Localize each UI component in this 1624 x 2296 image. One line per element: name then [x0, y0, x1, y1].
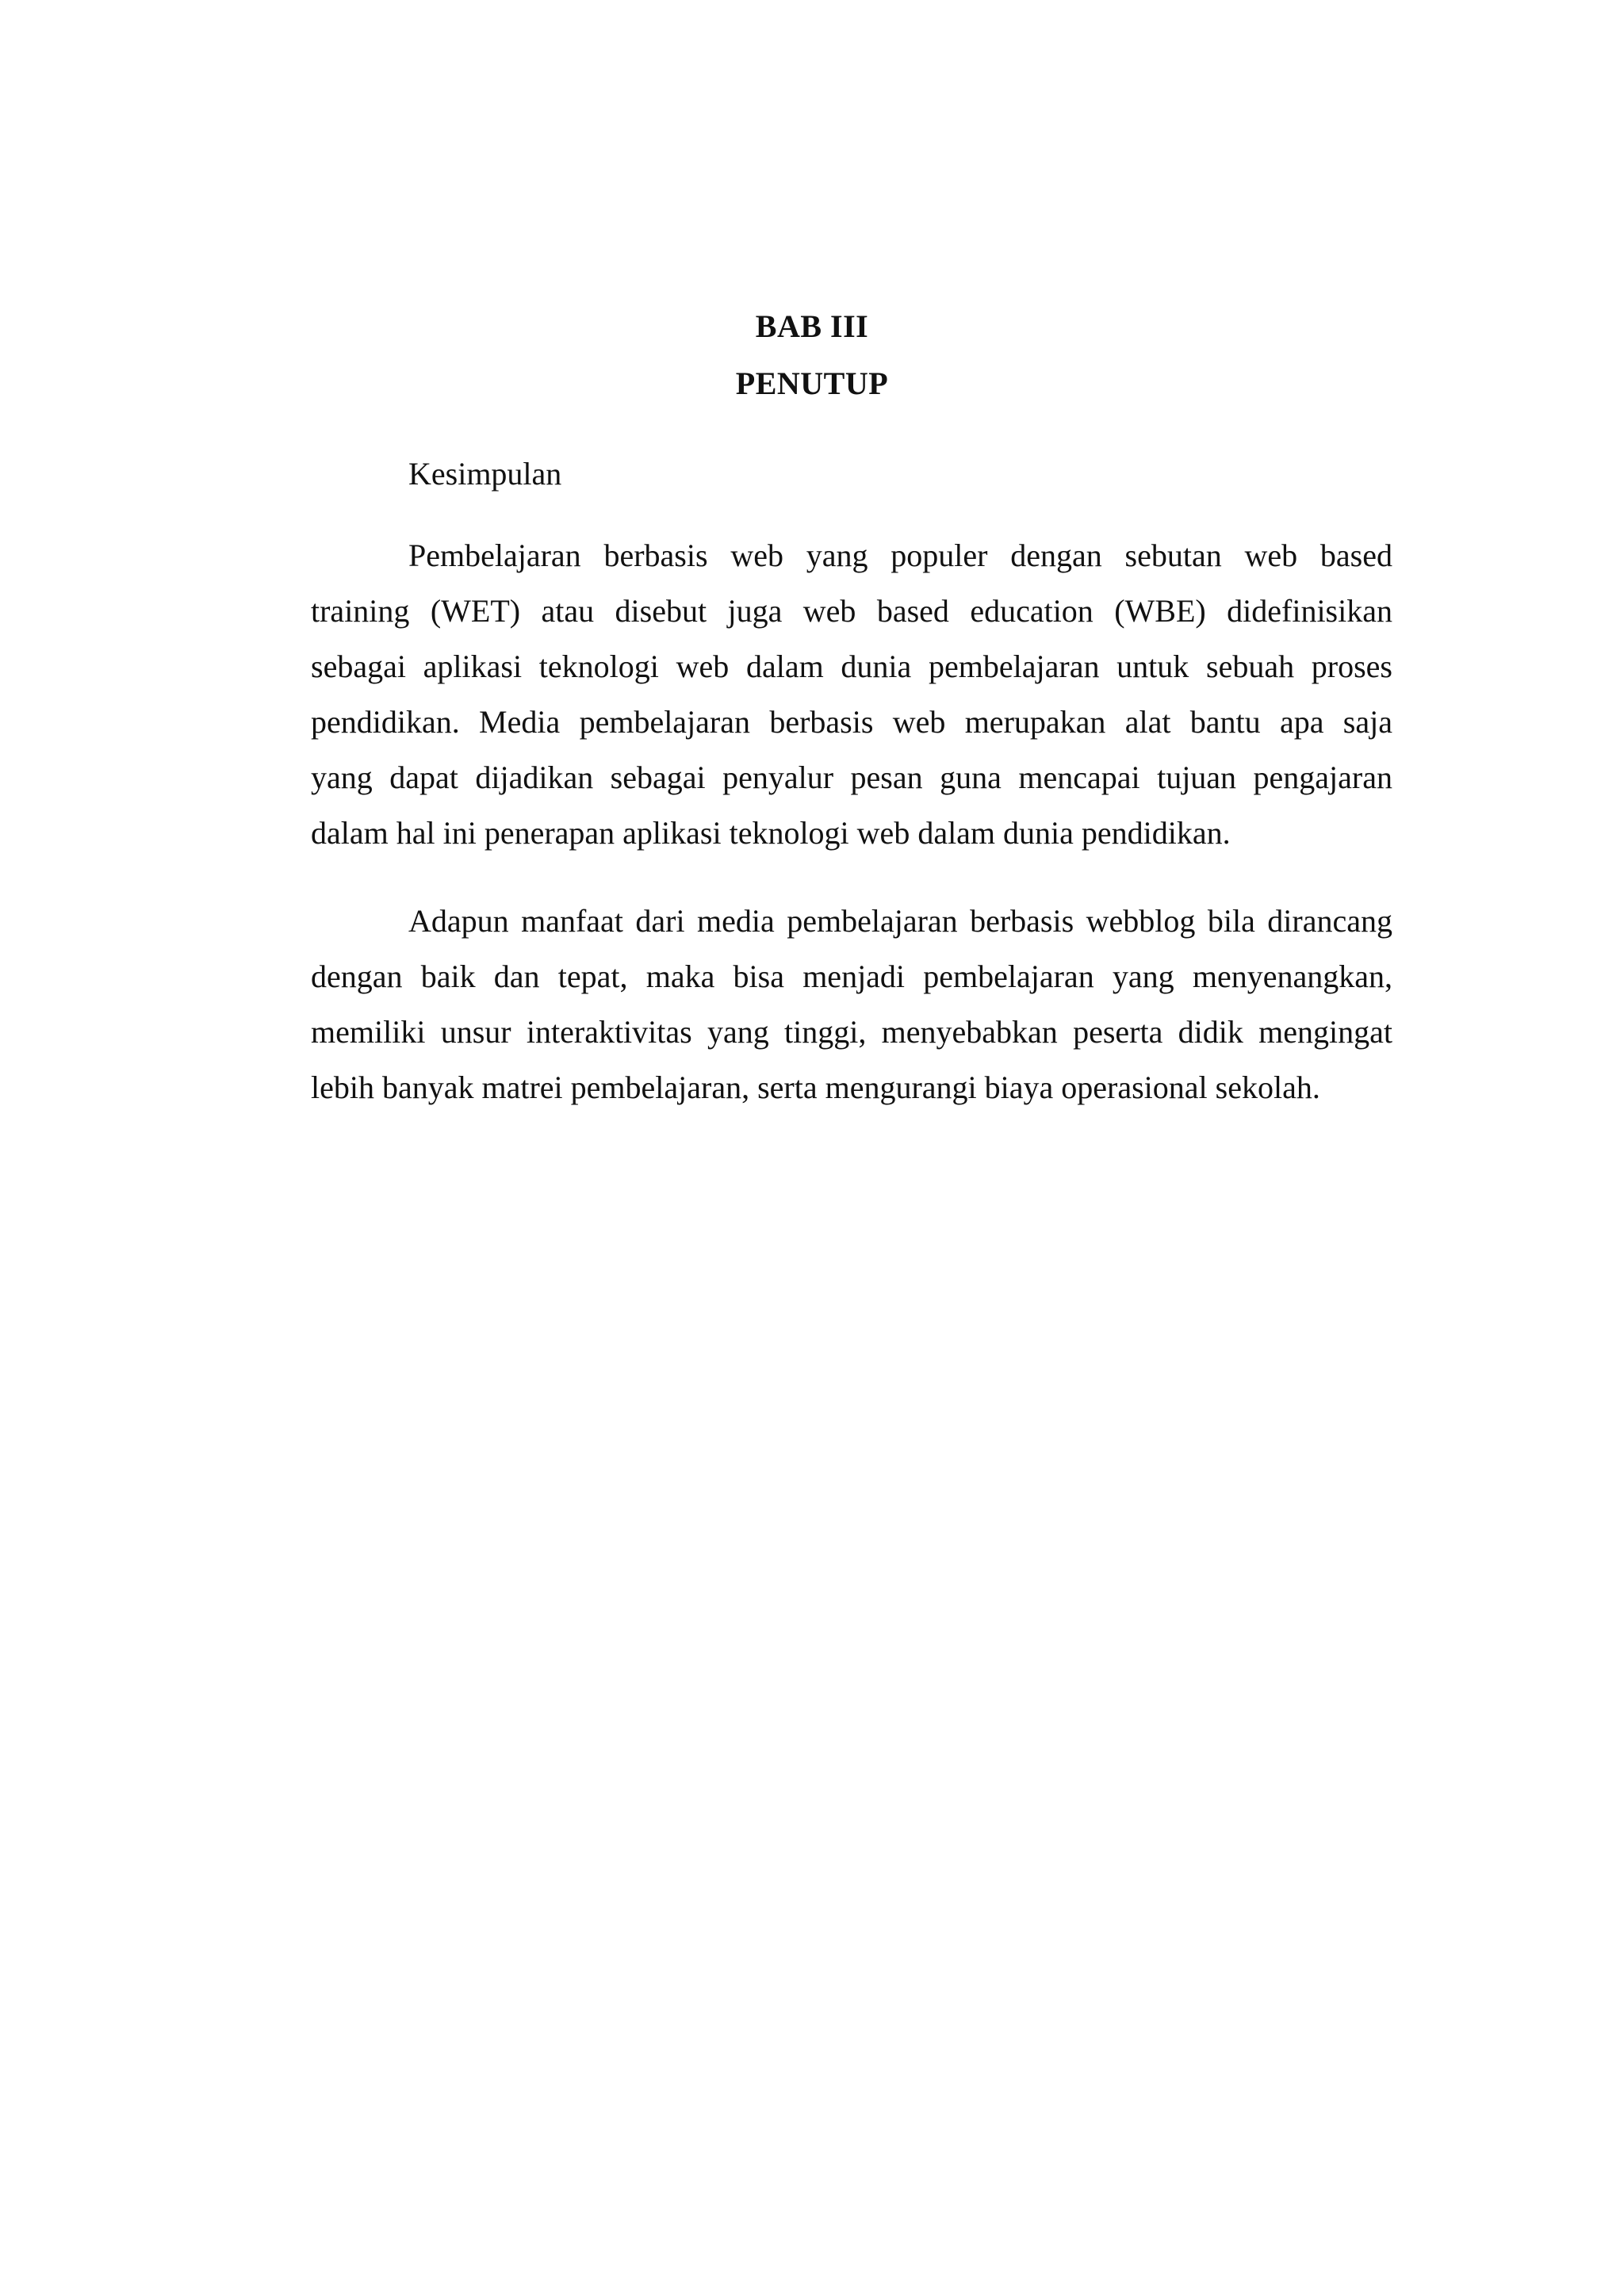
paragraph-line: dengan baik dan tepat, maka bisa menjadi pembelajaran yang menyenangkan, — [311, 959, 1392, 994]
paragraph-line: Pembelajaran berbasis web yang populer dengan sebutan web based — [408, 538, 1392, 573]
paragraph-line: yang dapat dijadikan sebagai penyalur pesan guna mencapai tujuan pengajaran — [311, 760, 1392, 795]
paragraph-line: memiliki unsur interaktivitas yang tinggi, menyebabkan peserta didik mengingat — [311, 1014, 1392, 1050]
paragraph-line: lebih banyak matrei pembelajaran, serta mengurangi biaya operasional sekolah. — [311, 1070, 1320, 1105]
paragraph-line: dalam hal ini penerapan aplikasi teknologi web dalam dunia pendidikan. — [311, 815, 1231, 851]
paragraph-line: pendidikan. Media pembelajaran berbasis web merupakan alat bantu apa saja — [311, 704, 1392, 740]
paragraph-2 — [311, 894, 1392, 1115]
paragraph-1 — [311, 528, 1392, 861]
paragraph-line: sebagai aplikasi teknologi web dalam dunia pembelajaran untuk sebuah proses — [311, 649, 1392, 684]
section-heading: Kesimpulan — [408, 456, 562, 492]
chapter-number: BAB III — [755, 308, 869, 344]
chapter-title: PENUTUP — [735, 365, 889, 401]
paragraph-line: Adapun manfaat dari media pembelajaran berbasis webblog bila dirancang — [408, 903, 1392, 939]
paragraph-line: training (WET) atau disebut juga web based education (WBE) didefinisikan — [311, 593, 1392, 629]
